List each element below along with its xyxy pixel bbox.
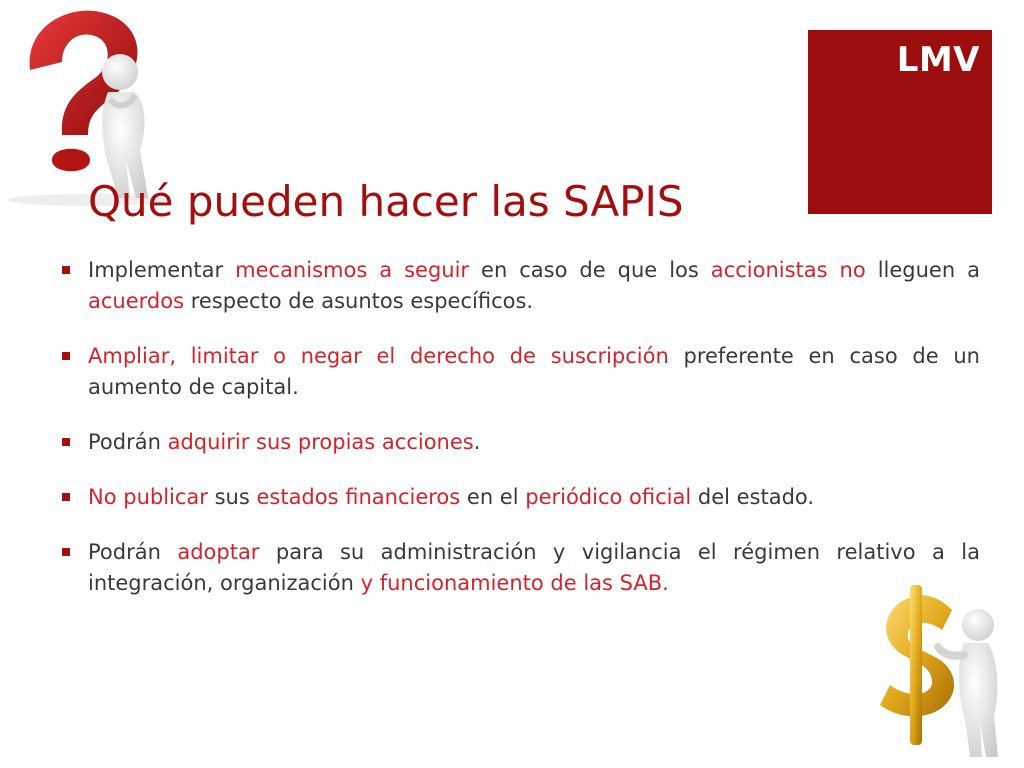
body-text: Podrán (88, 430, 168, 454)
bullet-item (62, 341, 980, 403)
dollar-sign-figure-icon (860, 585, 1020, 765)
body-text: para su administración y vigilancia el régimen relativo a la integración, organización (88, 540, 980, 595)
body-text: sus (207, 485, 257, 509)
body-text: preferente en caso de un aumento de capital. (88, 344, 980, 399)
body-text: en el (460, 485, 526, 509)
bullet-list (62, 255, 980, 623)
body-text: en caso de que los (469, 258, 711, 282)
body-text: Podrán (88, 540, 178, 564)
bullet-item (62, 537, 980, 599)
bullet-square-icon (62, 438, 70, 446)
body-text: . (473, 430, 481, 454)
highlighted-text: Ampliar, limitar o negar el derecho de suscripción (88, 344, 669, 368)
lmv-badge (808, 30, 992, 214)
body-text: del estado. (691, 485, 815, 509)
body-text: respecto de asuntos específicos. (184, 289, 534, 313)
bullet-item (62, 482, 980, 513)
highlighted-text: y funcionamiento de las SAB. (360, 571, 669, 595)
highlighted-text: adquirir sus propias acciones (167, 430, 474, 454)
highlighted-text: No publicar (88, 485, 208, 509)
highlighted-text: mecanismos a seguir (235, 258, 470, 282)
bullet-square-icon (62, 548, 70, 556)
bullet-square-icon (62, 352, 70, 360)
bullet-square-icon (62, 493, 70, 501)
highlighted-text: periódico oficial (525, 485, 692, 509)
page-title: Qué pueden hacer las SAPIS (88, 177, 684, 226)
bullet-square-icon (62, 266, 70, 274)
highlighted-text: acuerdos (88, 289, 185, 313)
highlighted-text: estados financieros (256, 485, 461, 509)
badge-label: LMV (896, 40, 980, 80)
bullet-item (62, 427, 980, 458)
body-text: Implementar (88, 258, 236, 282)
body-text: lleguen a (865, 258, 981, 282)
bullet-item (62, 255, 980, 317)
highlighted-text: accionistas no (710, 258, 866, 282)
highlighted-text: adoptar (177, 540, 260, 564)
